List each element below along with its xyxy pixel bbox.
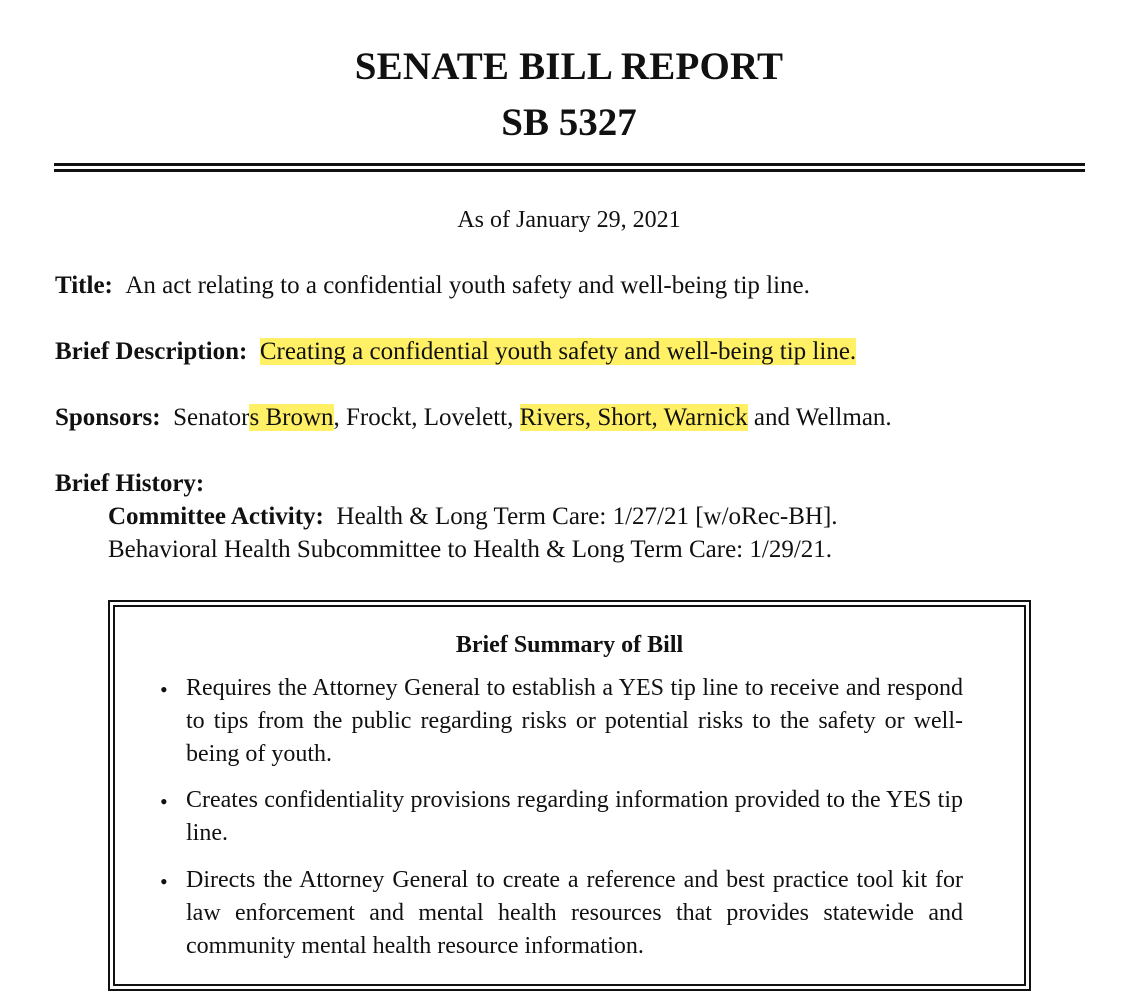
brief-description-label: Brief Description:	[55, 338, 248, 365]
sponsors-line	[55, 402, 892, 434]
sponsors-label: Sponsors:	[55, 404, 161, 431]
sponsors-highlight-2: Rivers, Short, Warnick	[519, 404, 748, 431]
subcommittee-activity-text: Behavioral Health Subcommittee to Health & Long Term Care: 1/29/21.	[108, 536, 833, 563]
committee-activity-text: Health & Long Term Care: 1/27/21 [w/oRec-BH].	[336, 503, 838, 530]
summary-item: Creates confidentiality provisions regarding information provided to the YES tip line.	[186, 787, 963, 846]
committee-activity-label: Committee Activity:	[108, 503, 324, 530]
sponsors-text-1: Senator	[173, 404, 250, 431]
sponsors-text-2: , Frockt, Lovelett,	[333, 404, 520, 431]
summary-item: Directs the Attorney General to create a reference and best practice tool kit for law enforcement and mental health resources that provides statewide and community mental health resource information.	[186, 867, 963, 959]
report-date: As of January 29, 2021	[457, 207, 681, 233]
brief-history-label: Brief History:	[55, 470, 205, 497]
report-title: SENATE BILL REPORT	[354, 45, 784, 88]
title-label: Title:	[55, 272, 113, 299]
sponsors-text-3: and Wellman.	[747, 404, 892, 431]
bullet-marker: •	[160, 789, 168, 814]
title-text: An act relating to a confidential youth safety and well-being tip line.	[125, 272, 810, 299]
summary-box	[108, 600, 1031, 991]
bullet-marker: •	[160, 677, 168, 702]
brief-description-line	[55, 336, 856, 368]
summary-item: Requires the Attorney General to establish a YES tip line to receive and respond to tips from the public regarding risks or potential risks to the safety or well-being of youth.	[186, 675, 963, 767]
summary-heading: Brief Summary of Bill	[455, 632, 684, 658]
bill-number: SB 5327	[501, 101, 637, 144]
title-line	[55, 270, 810, 302]
committee-activity-line	[108, 501, 838, 533]
sponsors-highlight-1: s Brown	[249, 404, 334, 431]
header-divider-bottom	[54, 169, 1085, 172]
bullet-marker: •	[160, 869, 168, 894]
brief-description-text: Creating a confidential youth safety and well-being tip line.	[259, 338, 857, 365]
header-divider-top	[54, 163, 1085, 166]
